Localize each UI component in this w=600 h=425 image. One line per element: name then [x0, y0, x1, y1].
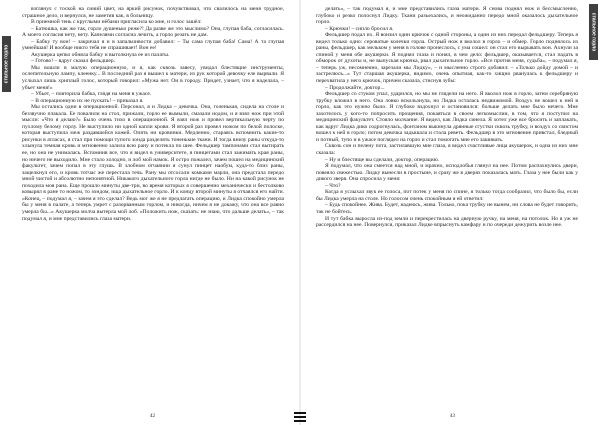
paragraph: – Убьет, – повторила бабка, глядя на меня в ужасе.	[31, 91, 152, 98]
paragraph: – Ну и блестяще вы сделали, доктор, операцию.	[325, 156, 440, 163]
page-number-left: 42	[150, 414, 155, 419]
left-page-text	[22, 6, 284, 222]
chapter-tab-left	[2, 36, 11, 92]
paragraph: – В операционную их не пускать! – приказал я.	[31, 97, 144, 104]
chapter-tab-label: стальное горло	[590, 12, 597, 52]
paragraph: Сквозь сон и пелену пота, застилавшую мне глаза, я видел счастливые лица акушерок, и одна из них мне сказала:	[316, 143, 578, 157]
paragraph: взглянул с тоской на синий цвет, на яркий рисунок, почувствовал, что свалилось на меня трудное, страшное дело, и вернулся, не заметив как, в больницу.	[22, 6, 284, 19]
paragraph: – Продолжайте, доктор...	[325, 84, 385, 91]
paragraph: – Будь спокойнее. Жива. Будет, надеюсь, жива. Только, пока трубку не вынем, ни слова не будет говорить, так не бойтесь.	[316, 202, 578, 215]
paragraph: И тут бабка выросла из-под земли и перекрестилась на дверную ручку, на меня, на потолок. Но я уж не рассердился на нее. Повернулся, приказал Лидке впрыснуть камфару и по очереди дежурить возле нее.	[316, 215, 578, 229]
paragraph: – Бабку ту вон! – закричал я и в запальчивости добавил: – Ты сама глупая баба! Сама! А та глупая умнейшая! И вообще никто тебя не спрашивает! Вон ее!	[22, 38, 284, 52]
menu-bar	[294, 416, 306, 418]
paragraph: Мы вошли в малую операционную, и я, как сквозь завесу, увидал блестящие инструменты, ослепительную лампу, клеенку... В последний раз я вышел к матери, из рук которой девочку еле вырвали. Я услыхал лишь хриплый голос, который говорил: «Мужа нет. Он в городу. Придет, узнает, что я наделала, – убьет меня!»	[22, 64, 284, 91]
paragraph: Мы остались одни в операционной. Персонал, я и Лидка – девочка. Она, голенькая, сидела на столе и беззвучно плакала. Ее повалили на стол, прижали, горло ее вымыли, смазали иодом, и я взял нож при этой мысли: «Что я делаю?» Было очень тихо в операционной. Я взял нож и провел вертикальную черту по пухлому белому горлу. Не выступило ни одной капли крови. Я второй раз провел ножом по белой полоске, которая выступила меж раздавшейся кожей. Опять ни кровинки. Медленно, стараясь вспомнить какие-то рисунки в атласах, я стал при помощи тупого зонда разделять тоненькие ткани. И тогда внизу раны откуда-то хлынула темная кровь и мгновенно залила всю рану и потекла по шее. Фельдшер тампонами стал вытирать ее, но она не унималась. Вспомнив все, что я видел в университете, я пинцетами стал зажимать края раны, но ничего не выходило. Мне стало холодно, и лоб мой намок. Я остро пожалел, зачем пошел на медицинский факультет, зачем попал в эту глушь. В злобном отчаянии я сунул пинцет наобум, куда-то близ раны, защелкнул его, и кровь тотчас же перестала течь. Рану мы отсосали комками марли, она предстала передо мной чистой и абсолютно непонятной. Никакого дыхательного горла нигде не было. Ни на какой рисунок не походила моя рана. Еще прошло минуты две-три, во время которых я совершенно механически и бестолково ковырял в ране то ножом, то зондом, ища дыхательное горло. И к концу второй минуты я отчаялся его найти. «Конец, – подумал я, – зачем я это сделал? Ведь мог же я не предлагать операцию, и Лидка спокойно умерла бы у меня в палате, а теперь умрет с разорванным горлом, и никогда, ничем я не докажу, что она все равно умерла бы...» Акушерка молча вытерла мой лоб. «Положить нож, сказать: не знаю, что дальше делать», – так подумал я, и мне представились глаза матери.	[22, 104, 284, 222]
spine-gutter	[299, 0, 301, 425]
right-page	[304, 0, 600, 425]
right-page-text	[316, 6, 578, 229]
paragraph: делать», – так подумал я, и мне представились глаза матери. Я снова поднял нож и бессмысленно, глубоко и резко полоснул Лидку. Ткани разъехались, и неожиданно передо мной оказалось дыхательное горло.	[316, 6, 578, 26]
paragraph: Фельдшер подал их. Я вонзил один крючок с одной стороны, а один из них передал фельдшеру. Теперь я видел только одно: сероватые колечки горла. Острый нож я вколол в горло – и обмер. Горло поднялось из раны, фельдшер, как мельком у меня в голове пронеслось, с ума сошел: он стал его вырывать вон. Ахнули за спиной у меня обе акушерки. Я поднял глаза и понял, в чем дело: фельдшер, оказывается, стал падать в обморок от духоты и, не выпуская крючка, рвал дыхательное горло. «Все против меня, судьба», – подумал я, – теперь уж, несомненно, зарезали мы Лидку», – и мысленно строго добавил: – «Только дойду домой – и застрелюсь...» Тут старшая акушерка, видимо, очень опытная, как-то хищно рванулась к фельдшеру и перехватила у него крючок, причем сказала, стиснув зубы:	[316, 32, 578, 85]
left-page	[0, 0, 296, 425]
paragraph: Акушерка цепко обняла бабку и вытолкнула ее из палаты.	[31, 51, 170, 58]
paragraph: Фельдшер со стуком упал, ударился, но мы не глядели на него. Я вколол нож в горло, затем серебряную трубку вложил в него. Она ловко вскользнула, но Лидка осталась недвижимой. Воздух не вошел к ней в горло, как это нужно было. Я глубоко вздохнул и остановился: больше делать мне было нечего. Мне захотелось у кого-то попросить прощения, покаяться в своем легкомыслии, в том, что я поступил на медицинский факультет. Стояло молчание. Я видел, как Лидка синела. Я хотел уже все бросить и заплакать, как вдруг Лидка дико содрогнулась, фонтаном выкинула дрянные сгустки сквозь трубку, и воздух со свистом вошел к ней в горло; потом девочка задышала и стала реветь. Фельдшер в это мгновение привстал, бледный и потный, тупо и в ужасе поглядел на горло и стал помогать мне его зашивать.	[316, 91, 578, 143]
chapter-tab-label: стальное горло	[3, 44, 10, 84]
menu-bar	[294, 420, 306, 422]
paragraph: – Что?	[325, 182, 341, 189]
page-number-right: 43	[450, 414, 455, 419]
hamburger-menu-icon[interactable]	[294, 412, 306, 422]
paragraph: – Крючки! – сипло бросил я.	[325, 25, 394, 32]
paragraph: – Батюшка, как же так, горло душенько реже?! Да разве же это мыслимо? Она, глупая баба, соглаcилась. А моего согласия нету, нету. Капелями согласна лечить, а горло резать не дам.	[22, 25, 284, 39]
paragraph: Я подумал, что она смеется над мной, и мрачно, исподлобья глянул на нее. Потом распахнулись двери, повеяло свежестью. Лидку вынесли в простыне, и сразу же в дверях показалась мать. Глаза у нее были как у дикого зверя. Она спросила у меня:	[316, 163, 578, 183]
chapter-tab-right	[589, 4, 598, 60]
menu-bar	[294, 412, 306, 414]
paragraph: В приемной тень с круглыми нёбами пригласила ко мне, и голос зашёл:	[31, 19, 202, 26]
paragraph: Когда я услыхал звук ее голоса, пот потек у меня по спине, я только тогда сообразил, что было бы, если бы Лидка умерла на столе. Но голосом очень спокойным я ей ответил:	[316, 189, 578, 202]
paragraph: – Готово! – вдруг сказал фельдшер.	[31, 58, 116, 65]
